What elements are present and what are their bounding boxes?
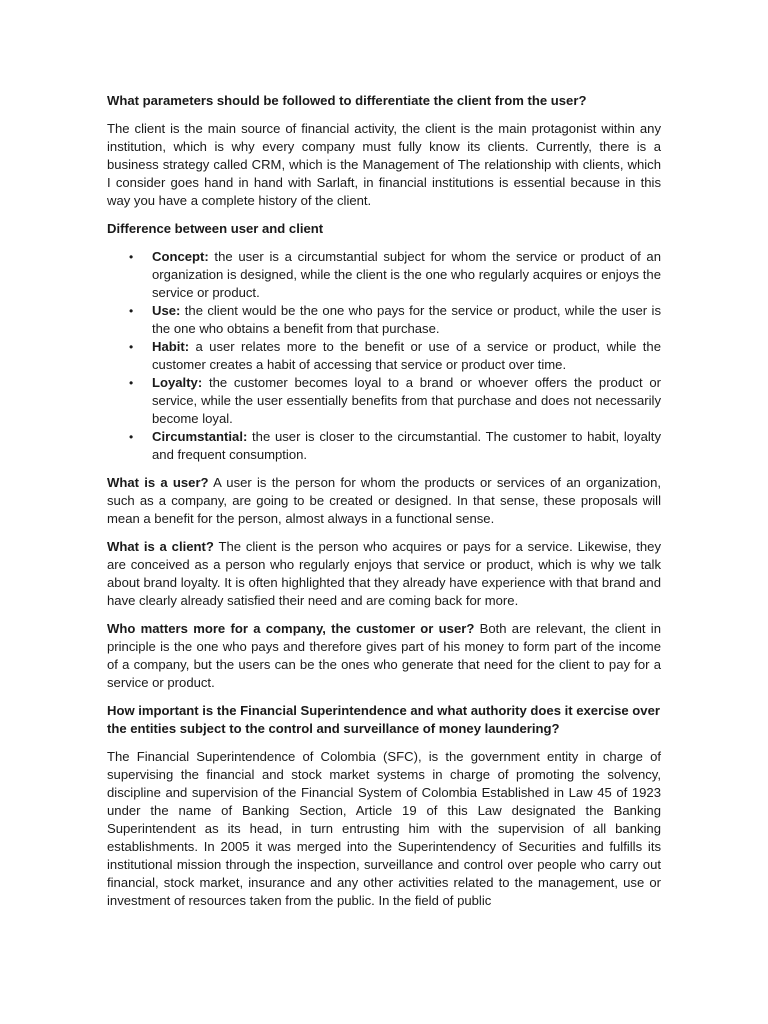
user-definition-paragraph — [107, 474, 661, 528]
term-text: the user is a circumstantial subject for whom the service or product of an organization is designed, while the client is the one who regularly acquires or enjoys the service or product. — [152, 249, 661, 300]
list-item-use — [107, 302, 661, 338]
user-answer: A user is the person for whom the products or services of an organization, such as a company, are going to be created or designed. In that sense, these proposals will mean a benefit for the person, almost always in a functional sense. — [107, 475, 661, 526]
bullet-icon: • — [129, 430, 134, 444]
term-label: Use: — [152, 303, 181, 318]
bullet-icon: • — [129, 304, 134, 318]
who-matters-answer: Both are relevant, the client in principle is the one who pays and therefore gives part of his money to form part of the income of a company, but the users can be the ones who generate that need for the client to pay for a service or product. — [107, 621, 661, 690]
bullet-icon: • — [129, 376, 134, 390]
list-item-circumstantial — [107, 428, 661, 464]
bullet-icon: • — [129, 250, 134, 264]
who-matters-paragraph — [107, 620, 661, 692]
question-heading-client-user: What parameters should be followed to differentiate the client from the user? — [107, 93, 587, 108]
difference-list — [107, 248, 661, 464]
difference-heading: Difference between user and client — [107, 221, 324, 236]
term-text: the user is closer to the circumstantial. The customer to habit, loyalty and frequent consumption. — [152, 429, 661, 462]
client-question: What is a client? — [107, 539, 214, 554]
list-item-loyalty — [107, 374, 661, 428]
term-label: Loyalty: — [152, 375, 203, 390]
term-label: Habit: — [152, 339, 190, 354]
client-definition-paragraph — [107, 538, 661, 610]
term-text: a user relates more to the benefit or use of a service or product, while the customer creates a habit of accessing that service or product over time. — [152, 339, 661, 372]
term-text: the customer becomes loyal to a brand or whoever offers the product or service, while the user essentially benefits from that purchase and does not necessarily become loyal. — [152, 375, 661, 426]
who-matters-question: Who matters more for a company, the customer or user? — [107, 621, 475, 636]
user-question: What is a user? — [107, 475, 209, 490]
term-text: the client would be the one who pays for the service or product, while the user is the one who obtains a benefit from that purchase. — [152, 303, 661, 336]
term-label: Concept: — [152, 249, 209, 264]
document-page — [107, 92, 661, 920]
question-heading-superintendence: How important is the Financial Superintendence and what authority does it exercise over the entities subject to the control and surveillance of money laundering? — [107, 703, 660, 736]
sfc-paragraph: The Financial Superintendence of Colombia (SFC), is the government entity in charge of supervising the financial and stock market systems in charge of promoting the solvency, discipline and supervision of the Financial System of Colombia Established in Law 45 of 1923 under the name of Banking Section, Article 19 of this Law designated the Banking Superintendent as its head, in turn entrusting him with the supervision of all banking establishments. In 2005 it was merged into the Superintendency of Securities and fulfills its institutional mission through the inspection, surveillance and control over people who carry out financial, stock market, insurance and any other activities related to the management, use or investment of resources taken from the public. In the field of public — [107, 749, 661, 908]
term-label: Circumstantial: — [152, 429, 248, 444]
list-item-habit — [107, 338, 661, 374]
intro-paragraph: The client is the main source of financial activity, the client is the main protagonist within any institution, which is why every company must fully know its clients. Currently, there is a business strategy called CRM, which is the Management of The relationship with clients, which I consider goes hand in hand with Sarlaft, in financial institutions is essential because in this way you have a complete history of the client. — [107, 121, 661, 208]
list-item-concept — [107, 248, 661, 302]
client-answer: The client is the person who acquires or pays for a service. Likewise, they are conceived as a person who regularly enjoys that service or product, which is why we talk about brand loyalty. It is often highlighted that they already have experience with that brand and have clearly already satisfied their need and are coming back for more. — [107, 539, 661, 608]
bullet-icon: • — [129, 340, 134, 354]
